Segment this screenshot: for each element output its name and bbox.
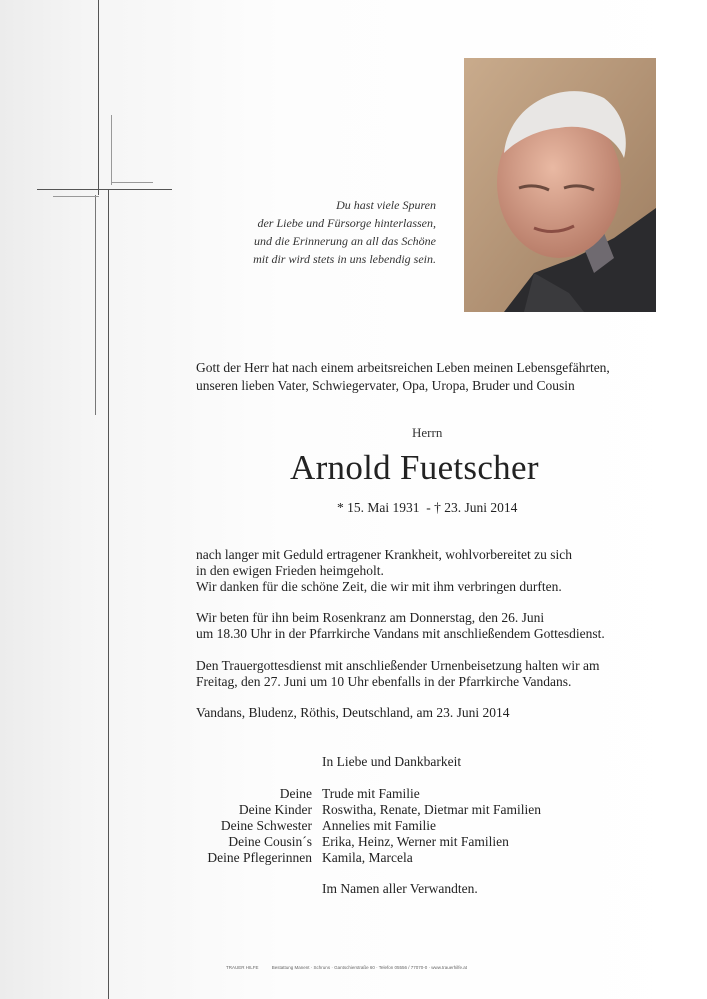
family-row: [160, 802, 541, 818]
family-row: [160, 850, 541, 866]
family-relation: Deine Schwester: [220, 818, 312, 833]
announcement-paragraph: [196, 547, 676, 595]
funeral-paragraph: [196, 658, 676, 690]
quote-line: der Liebe und Fürsorge hinterlassen,: [257, 216, 436, 230]
paragraph-line: Vandans, Bludenz, Röthis, Deutschland, am 23. Juni 2014: [196, 705, 510, 720]
paragraph-line: in den ewigen Frieden heimgeholt.: [196, 563, 384, 578]
family-row: [160, 834, 541, 850]
intro-text: [196, 359, 676, 395]
cross-vertical-line: [111, 115, 112, 185]
paragraph-line: Den Trauergottesdienst mit anschließender Urnenbeisetzung halten wir am: [196, 658, 600, 673]
family-names: Erika, Heinz, Werner mit Familien: [322, 834, 509, 849]
footer-imprint: [226, 965, 479, 970]
closing-phrase: In Liebe und Dankbarkeit: [322, 754, 462, 769]
cross-vertical-line: [95, 195, 96, 415]
cross-vertical-line: [108, 190, 109, 999]
intro-line: Gott der Herr hat nach einem arbeitsreichen Leben meinen Lebensgefährten,: [196, 360, 610, 375]
life-dates: * 15. Mai 1931 - † 23. Juni 2014: [337, 500, 518, 515]
cross-horizontal-line: [37, 189, 172, 190]
family-row: [160, 786, 541, 802]
paragraph-line: nach langer mit Geduld ertragener Krankheit, wohlvorbereitet zu sich: [196, 547, 572, 562]
family-names: Roswitha, Renate, Dietmar mit Familien: [322, 802, 541, 817]
paragraph-line: Wir beten für ihn beim Rosenkranz am Donnerstag, den 26. Juni: [196, 610, 545, 625]
footer-brand: TRAUER HILFE: [226, 965, 259, 970]
family-relation: Deine: [279, 786, 312, 801]
family-names: Kamila, Marcela: [322, 850, 413, 865]
memorial-quote: [150, 196, 436, 268]
family-names: Trude mit Familie: [322, 786, 420, 801]
footer-info: Bestattung Manent · Schruns · Gantschierstraße 60 · Telefon 05556 / 77070-0 · www.trauerhilfe.at: [271, 965, 468, 970]
portrait-photo: [464, 58, 656, 312]
intro-line: unseren lieben Vater, Schwiegervater, Opa, Uropa, Bruder und Cousin: [196, 378, 575, 393]
rosary-paragraph: [196, 610, 676, 642]
cross-horizontal-line: [53, 196, 99, 197]
deceased-name: Arnold Fuetscher: [290, 448, 539, 487]
paragraph-line: Wir danken für die schöne Zeit, die wir mit ihm verbringen durften.: [196, 579, 562, 594]
paragraph-line: Freitag, den 27. Juni um 10 Uhr ebenfalls in der Pfarrkirche Vandans.: [196, 674, 572, 689]
family-relation: Deine Kinder: [238, 802, 312, 817]
family-relation: Deine Cousin´s: [228, 834, 312, 849]
cross-vertical-line: [98, 0, 99, 195]
signoff: Im Namen aller Verwandten.: [322, 881, 478, 896]
quote-line: Du hast viele Spuren: [336, 198, 436, 212]
cross-horizontal-line: [111, 182, 153, 183]
place-date-line: [196, 705, 676, 721]
paragraph-line: um 18.30 Uhr in der Pfarrkirche Vandans mit anschließendem Gottesdienst.: [196, 626, 605, 641]
family-row: [160, 818, 541, 834]
family-relation: Deine Pflegerinnen: [207, 850, 312, 865]
quote-line: und die Erinnerung an all das Schöne: [254, 234, 436, 248]
family-list: [160, 786, 541, 866]
salutation: Herrn: [412, 425, 443, 440]
quote-line: mit dir wird stets in uns lebendig sein.: [253, 252, 436, 266]
family-names: Annelies mit Familie: [322, 818, 436, 833]
